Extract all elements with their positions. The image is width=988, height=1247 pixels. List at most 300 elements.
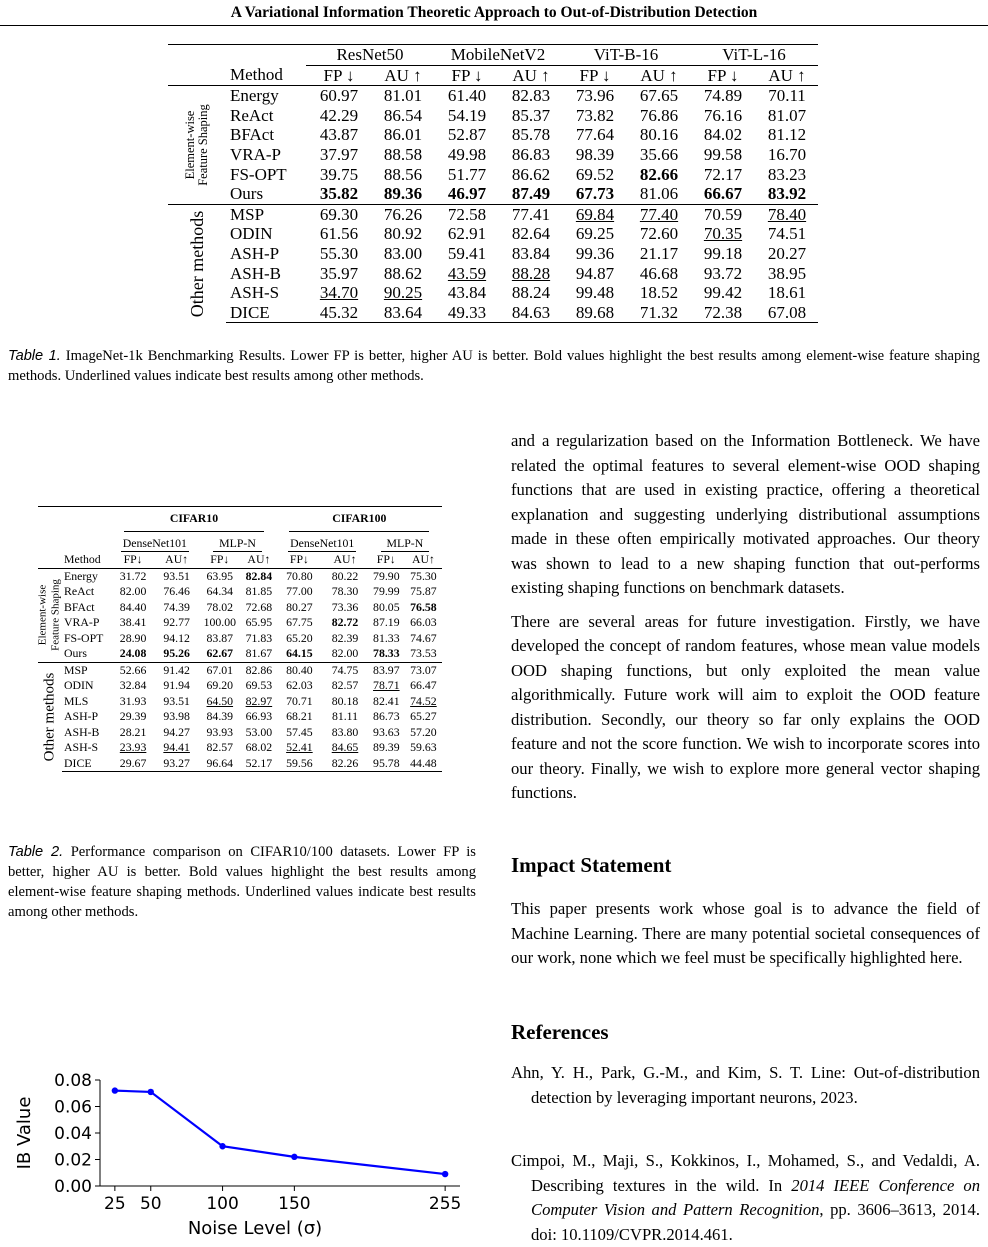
- data-point: [148, 1089, 154, 1095]
- value-cell: 43.87: [319, 125, 359, 145]
- value-cell: 82.86: [241, 662, 276, 678]
- value-cell: 67.75: [286, 615, 313, 629]
- value-cell: 64.15: [286, 646, 313, 660]
- value-cell: 29.39: [119, 709, 147, 723]
- group-label-cell: [38, 662, 62, 772]
- series-line: [115, 1091, 445, 1174]
- value-cell: 99.48: [575, 283, 615, 303]
- value-cell: 80.05: [373, 599, 400, 614]
- value-cell: 76.26: [372, 204, 434, 224]
- value-cell: 28.90: [119, 630, 147, 645]
- method-cell: ODIN: [64, 678, 94, 692]
- value-cell: 72.38: [690, 303, 756, 323]
- table2-method-header: Method: [64, 552, 101, 566]
- reference-item: [511, 1149, 980, 1247]
- x-tick-label: 25: [104, 1194, 126, 1214]
- value-cell: 73.96: [562, 86, 628, 106]
- table1-model-header: MobileNetV2: [434, 45, 562, 66]
- value-cell: 38.95: [767, 263, 807, 283]
- value-cell: 94.12: [163, 630, 190, 645]
- value-cell: 70.35: [703, 224, 743, 244]
- group-label-cell: [168, 86, 226, 205]
- value-cell: 99.18: [703, 243, 743, 263]
- table-row: [168, 244, 818, 264]
- method-cell: DICE: [226, 303, 306, 323]
- value-cell: 62.91: [447, 224, 487, 244]
- value-cell: 81.33: [373, 630, 400, 645]
- value-cell: 79.90: [368, 568, 405, 584]
- paragraph: and a regularization based on the Information Bottleneck. We have related the optimal features to several element-wise OOD shaping functions that are used in existing practice, offering a theoretical explanation and suggesting underlying distributional assumptions made in these often empirically motivated approaches. Our theory was shown to lead to a new shaping function that out-performs existing shaping functions on benchmark datasets.: [511, 431, 980, 597]
- value-cell: 77.41: [500, 204, 562, 224]
- group-label-line: Element-wise: [183, 110, 197, 180]
- value-cell: 87.19: [373, 615, 400, 629]
- table2-au-header: AU↑: [333, 552, 357, 566]
- value-cell: 93.72: [703, 263, 743, 283]
- method-cell: Energy: [226, 86, 306, 106]
- value-cell: 32.84: [119, 678, 147, 692]
- references-heading: References: [511, 1020, 609, 1044]
- table-row: [38, 756, 442, 772]
- value-cell: 77.40: [628, 204, 690, 224]
- value-cell: 73.82: [575, 105, 615, 125]
- value-cell: 87.49: [511, 184, 551, 204]
- value-cell: 69.53: [245, 678, 273, 692]
- caption-label: Table 1.: [8, 348, 61, 364]
- value-cell: 88.56: [383, 164, 423, 184]
- value-cell: 93.63: [373, 724, 400, 739]
- value-cell: 96.64: [198, 756, 241, 772]
- value-cell: 93.51: [163, 693, 190, 708]
- value-cell: 62.03: [286, 678, 313, 692]
- value-cell: 38.41: [119, 615, 147, 629]
- value-cell: 74.52: [410, 693, 437, 708]
- value-cell: 83.87: [206, 630, 234, 645]
- value-cell: 81.06: [639, 184, 679, 204]
- value-cell: 82.00: [119, 584, 147, 598]
- table1-model-header: ViT-B-16: [562, 45, 690, 66]
- group-label: [34, 663, 64, 772]
- table2-caption: [8, 842, 476, 922]
- value-cell: 82.57: [206, 740, 234, 754]
- method-cell: ASH-P: [230, 243, 280, 263]
- value-cell: 84.02: [703, 125, 743, 145]
- value-cell: 89.36: [383, 184, 423, 204]
- value-cell: 65.95: [245, 615, 273, 629]
- impact-heading: Impact Statement: [511, 853, 672, 877]
- value-cell: 49.33: [434, 303, 500, 323]
- table1-model-header: ResNet50: [306, 45, 434, 66]
- method-cell: FS-OPT: [64, 630, 104, 645]
- value-cell: 63.95: [198, 568, 241, 584]
- value-cell: 86.01: [383, 125, 423, 145]
- value-cell: 93.51: [155, 568, 199, 584]
- value-cell: 75.87: [410, 584, 437, 598]
- table2-au-header: AU↑: [247, 552, 271, 566]
- value-cell: 18.52: [639, 283, 679, 303]
- value-cell: 82.39: [331, 630, 359, 645]
- value-cell: 76.16: [703, 105, 743, 125]
- value-cell: 46.68: [639, 263, 679, 283]
- value-cell: 72.60: [639, 224, 679, 244]
- value-cell: 94.41: [163, 740, 190, 754]
- table-row: [38, 568, 442, 584]
- table2-group-other: [38, 662, 442, 772]
- value-cell: 39.75: [319, 164, 359, 184]
- value-cell: 76.46: [163, 584, 190, 598]
- table-1: [168, 44, 818, 323]
- method-cell: MSP: [226, 204, 306, 224]
- value-cell: 99.36: [575, 243, 615, 263]
- table1-au-header: AU ↑: [512, 65, 550, 85]
- method-cell: MSP: [62, 662, 111, 678]
- table1-model-header: ViT-L-16: [690, 45, 818, 66]
- value-cell: 69.84: [562, 204, 628, 224]
- table-row: [168, 145, 818, 165]
- value-cell: 60.97: [306, 86, 372, 106]
- value-cell: 69.25: [575, 224, 615, 244]
- table1-fp-header: FP ↓: [323, 65, 355, 85]
- method-cell: BFAct: [64, 599, 95, 614]
- table1-method-header: Method: [230, 65, 283, 85]
- value-cell: 80.22: [322, 568, 368, 584]
- value-cell: 72.68: [245, 599, 273, 614]
- paragraph: There are several areas for future investigation. Firstly, we have developed the concept of random features, whose mean value models OOD shaping functions, but only exploited the mean value algorithmically. Future work will aim to exploit the OOD feature distribution. Secondly, our theory so far only explains the OOD feature and not the score function. We wish to incorporate scores into our theory. Finally, we wish to explore more general vector shaping functions.: [511, 611, 980, 802]
- value-cell: 81.01: [372, 86, 434, 106]
- table1-fp-header: FP ↓: [579, 65, 611, 85]
- value-cell: 69.30: [306, 204, 372, 224]
- table2-fp-header: FP↓: [123, 552, 143, 566]
- reference-venue: 2014 IEEE Conference on Computer Vision and Pattern Recognition: [531, 1175, 980, 1219]
- value-cell: 80.16: [639, 125, 679, 145]
- table2-fp-header: FP↓: [210, 552, 230, 566]
- table-row: [38, 725, 442, 741]
- value-cell: 29.67: [111, 756, 155, 772]
- group-label-line: Feature Shaping: [196, 104, 210, 186]
- method-cell: ReAct: [230, 105, 274, 125]
- value-cell: 51.77: [447, 164, 487, 184]
- method-cell: ASH-S: [230, 283, 280, 303]
- value-cell: 20.27: [767, 243, 807, 263]
- value-cell: 74.75: [322, 662, 368, 678]
- value-cell: 52.17: [241, 756, 276, 772]
- value-cell: 84.40: [119, 599, 147, 614]
- table2-group-elementwise: [38, 568, 442, 662]
- group-label-cell: [38, 568, 62, 662]
- group-label: [182, 86, 212, 204]
- table-row: [38, 631, 442, 647]
- method-cell: VRA-P: [230, 144, 282, 164]
- value-cell: 82.83: [500, 86, 562, 106]
- value-cell: 82.64: [511, 224, 551, 244]
- value-cell: 16.70: [767, 144, 807, 164]
- table-2: [38, 506, 442, 772]
- value-cell: 83.84: [511, 243, 551, 263]
- group-label-line: Element-wise: [36, 584, 48, 646]
- conclusion-text: [511, 429, 980, 806]
- value-cell: 74.67: [410, 630, 437, 645]
- method-cell: BFAct: [230, 125, 275, 145]
- table-row: [38, 615, 442, 631]
- method-cell: ASH-B: [64, 724, 100, 739]
- y-tick-label: 0.04: [54, 1124, 92, 1144]
- y-tick-label: 0.00: [54, 1177, 92, 1197]
- value-cell: 49.98: [447, 144, 487, 164]
- value-cell: 72.58: [434, 204, 500, 224]
- value-cell: 86.62: [511, 164, 551, 184]
- value-cell: 34.70: [319, 283, 359, 303]
- value-cell: 85.37: [511, 105, 551, 125]
- x-tick-label: 150: [278, 1194, 311, 1214]
- reference-text: Cimpoi, M., Maji, S., Kokkinos, I., Mohamed, S., and Vedaldi, A. Describing textures in the wild. In: [511, 1151, 980, 1195]
- data-point: [112, 1087, 118, 1093]
- value-cell: 54.19: [447, 105, 487, 125]
- method-cell: ASH-P: [64, 709, 99, 723]
- value-cell: 57.20: [410, 724, 437, 739]
- value-cell: 93.93: [206, 724, 234, 739]
- value-cell: 35.97: [319, 263, 359, 283]
- caption-label: Table 2.: [8, 844, 64, 860]
- value-cell: 88.28: [511, 263, 551, 283]
- x-tick-label: 255: [428, 1194, 462, 1214]
- table-row: [168, 165, 818, 185]
- value-cell: 86.83: [511, 144, 551, 164]
- table2-au-header: AU↑: [411, 552, 435, 566]
- value-cell: 69.52: [575, 164, 615, 184]
- group-label: [182, 205, 212, 323]
- value-cell: 84.63: [500, 303, 562, 323]
- value-cell: 67.08: [756, 303, 818, 323]
- value-cell: 23.93: [119, 740, 147, 754]
- value-cell: 80.27: [286, 599, 313, 614]
- caption-text: Performance comparison on CIFAR10/100 datasets. Lower FP is better, higher AU is better. Bold values highlight the best results among element-wise feature shaping methods. Underlined values indicate best results among other methods.: [8, 844, 476, 920]
- value-cell: 89.68: [562, 303, 628, 323]
- table-row: [38, 740, 442, 756]
- value-cell: 75.30: [405, 568, 442, 584]
- method-cell: ODIN: [230, 224, 273, 244]
- table-row: [38, 600, 442, 616]
- value-cell: 65.27: [410, 709, 437, 723]
- value-cell: 68.02: [245, 740, 273, 754]
- value-cell: 65.20: [286, 630, 313, 645]
- value-cell: 82.57: [331, 678, 359, 692]
- table-row: [38, 584, 442, 600]
- table-row: [168, 224, 818, 244]
- value-cell: 35.66: [639, 144, 679, 164]
- value-cell: 78.33: [373, 646, 400, 660]
- table-row: [38, 662, 442, 678]
- value-cell: 66.03: [410, 615, 437, 629]
- value-cell: 52.66: [111, 662, 155, 678]
- table-row: [38, 694, 442, 710]
- value-cell: 88.24: [511, 283, 551, 303]
- value-cell: 59.63: [410, 740, 437, 754]
- value-cell: 85.78: [511, 125, 551, 145]
- value-cell: 70.59: [690, 204, 756, 224]
- value-cell: 59.41: [447, 243, 487, 263]
- value-cell: 73.36: [331, 599, 359, 614]
- value-cell: 64.50: [206, 693, 234, 708]
- value-cell: 94.27: [163, 724, 190, 739]
- value-cell: 31.93: [119, 693, 147, 708]
- value-cell: 81.85: [245, 584, 273, 598]
- value-cell: 61.56: [319, 224, 359, 244]
- value-cell: 78.40: [756, 204, 818, 224]
- value-cell: 93.98: [163, 709, 190, 723]
- table2-fp-header: FP↓: [289, 552, 309, 566]
- value-cell: 84.39: [206, 709, 234, 723]
- value-cell: 83.00: [383, 243, 423, 263]
- value-cell: 37.97: [319, 144, 359, 164]
- table2-model-header: DenseNet101: [121, 536, 189, 553]
- table1-caption: [8, 346, 980, 386]
- value-cell: 91.42: [155, 662, 199, 678]
- caption-text: ImageNet-1k Benchmarking Results. Lower FP is better, higher AU is better. Bold values highlight the best results among element-wise feature shaping methods. Underlined values indicate best results among other methods.: [8, 348, 980, 384]
- running-title: A Variational Information Theoretic Approach to Out-of-Distribution Detection: [230, 4, 758, 21]
- value-cell: 80.40: [277, 662, 323, 678]
- table-row: [168, 106, 818, 126]
- value-cell: 83.23: [767, 164, 807, 184]
- method-cell: MLS: [64, 693, 89, 708]
- table1-group-elementwise: [168, 86, 818, 205]
- value-cell: 77.64: [575, 125, 615, 145]
- value-cell: 81.12: [767, 125, 807, 145]
- value-cell: 74.89: [690, 86, 756, 106]
- value-cell: 82.72: [331, 615, 359, 629]
- value-cell: 78.30: [331, 584, 359, 598]
- value-cell: 78.02: [206, 599, 234, 614]
- table1-fp-header: FP ↓: [451, 65, 483, 85]
- value-cell: 91.94: [163, 678, 190, 692]
- method-cell: FS-OPT: [230, 164, 287, 184]
- value-cell: 53.00: [245, 724, 273, 739]
- value-cell: 81.11: [331, 709, 359, 723]
- value-cell: 72.17: [703, 164, 743, 184]
- table2-model-header: DenseNet101: [288, 536, 356, 553]
- value-cell: 69.20: [206, 678, 234, 692]
- value-cell: 82.97: [245, 693, 273, 708]
- value-cell: 99.58: [703, 144, 743, 164]
- value-cell: 82.41: [373, 693, 400, 708]
- method-cell: Energy: [62, 568, 111, 584]
- value-cell: 57.45: [286, 724, 313, 739]
- value-cell: 90.25: [383, 283, 423, 303]
- group-label-line: Other methods: [40, 672, 57, 762]
- value-cell: 79.99: [373, 584, 400, 598]
- reference-tail: , pp. 3606–3613, 2014. doi: 10.1109/CVPR.2014.461.: [531, 1200, 980, 1244]
- value-cell: 61.40: [434, 86, 500, 106]
- x-axis-label: Noise Level (σ): [187, 1218, 323, 1239]
- value-cell: 83.64: [372, 303, 434, 323]
- table2-model-header: MLP-N: [381, 536, 430, 553]
- value-cell: 64.34: [206, 584, 234, 598]
- table-row: [168, 303, 818, 323]
- value-cell: 28.21: [119, 724, 147, 739]
- value-cell: 35.82: [319, 184, 359, 204]
- method-cell: DICE: [62, 756, 111, 772]
- table1-au-header: AU ↑: [640, 65, 678, 85]
- value-cell: 84.65: [331, 740, 359, 754]
- method-cell: ASH-B: [230, 263, 282, 283]
- value-cell: 83.80: [331, 724, 359, 739]
- value-cell: 46.97: [447, 184, 487, 204]
- value-cell: 83.92: [767, 184, 807, 204]
- method-cell: ReAct: [64, 584, 95, 598]
- table2-fp-header: FP↓: [376, 552, 396, 566]
- value-cell: 67.01: [198, 662, 241, 678]
- table-row: [38, 709, 442, 725]
- group-label: [34, 569, 64, 662]
- ib-value-chart: [14, 1060, 470, 1239]
- value-cell: 80.18: [331, 693, 359, 708]
- value-cell: 93.27: [155, 756, 199, 772]
- value-cell: 67.73: [575, 184, 615, 204]
- value-cell: 81.67: [245, 646, 273, 660]
- value-cell: 78.71: [373, 678, 400, 692]
- value-cell: 76.58: [410, 599, 437, 614]
- value-cell: 24.08: [119, 646, 147, 660]
- value-cell: 74.51: [767, 224, 807, 244]
- value-cell: 68.21: [286, 709, 313, 723]
- table1-fp-header: FP ↓: [707, 65, 739, 85]
- paragraph: This paper presents work whose goal is to advance the field of Machine Learning. There are many potential societal consequences of our work, none which we feel must be specifically highlighted here.: [511, 899, 980, 967]
- value-cell: 82.84: [241, 568, 276, 584]
- header-rule: [0, 25, 988, 26]
- method-cell: Ours: [64, 646, 87, 660]
- value-cell: 59.56: [277, 756, 323, 772]
- reference-item: [511, 1061, 980, 1110]
- x-tick-label: 50: [139, 1194, 162, 1214]
- value-cell: 100.00: [203, 615, 237, 629]
- value-cell: 80.92: [383, 224, 423, 244]
- data-point: [219, 1143, 225, 1149]
- value-cell: 70.80: [277, 568, 323, 584]
- method-cell: Ours: [230, 184, 264, 204]
- table-row: [168, 125, 818, 145]
- value-cell: 52.41: [286, 740, 313, 754]
- reference-text: Ahn, Y. H., Park, G.-M., and Kim, S. T. Line: Out-of-distribution detection by leveraging important neurons, 2023.: [511, 1063, 980, 1107]
- value-cell: 73.53: [410, 646, 437, 660]
- value-cell: 66.67: [703, 184, 743, 204]
- value-cell: 43.84: [447, 283, 487, 303]
- data-point: [291, 1154, 297, 1160]
- table1-au-header: AU ↑: [384, 65, 422, 85]
- y-axis-label: IB Value: [14, 1096, 35, 1170]
- value-cell: 99.42: [703, 283, 743, 303]
- table-row: [168, 283, 818, 303]
- value-cell: 82.00: [331, 646, 359, 660]
- value-cell: 45.32: [306, 303, 372, 323]
- value-cell: 94.87: [575, 263, 615, 283]
- value-cell: 70.71: [286, 693, 313, 708]
- value-cell: 18.61: [767, 283, 807, 303]
- value-cell: 21.17: [639, 243, 679, 263]
- impact-text: [511, 897, 980, 971]
- value-cell: 83.97: [368, 662, 405, 678]
- group-label-cell: [168, 204, 226, 323]
- value-cell: 89.39: [373, 740, 400, 754]
- value-cell: 81.07: [767, 105, 807, 125]
- value-cell: 67.65: [628, 86, 690, 106]
- value-cell: 31.72: [111, 568, 155, 584]
- table1-au-header: AU ↑: [768, 65, 806, 85]
- x-tick-label: 100: [206, 1194, 239, 1214]
- value-cell: 82.26: [322, 756, 368, 772]
- method-cell: ASH-S: [64, 740, 99, 754]
- value-cell: 52.87: [447, 125, 487, 145]
- value-cell: 44.48: [405, 756, 442, 772]
- table-row: [168, 86, 818, 106]
- table-row: [168, 264, 818, 284]
